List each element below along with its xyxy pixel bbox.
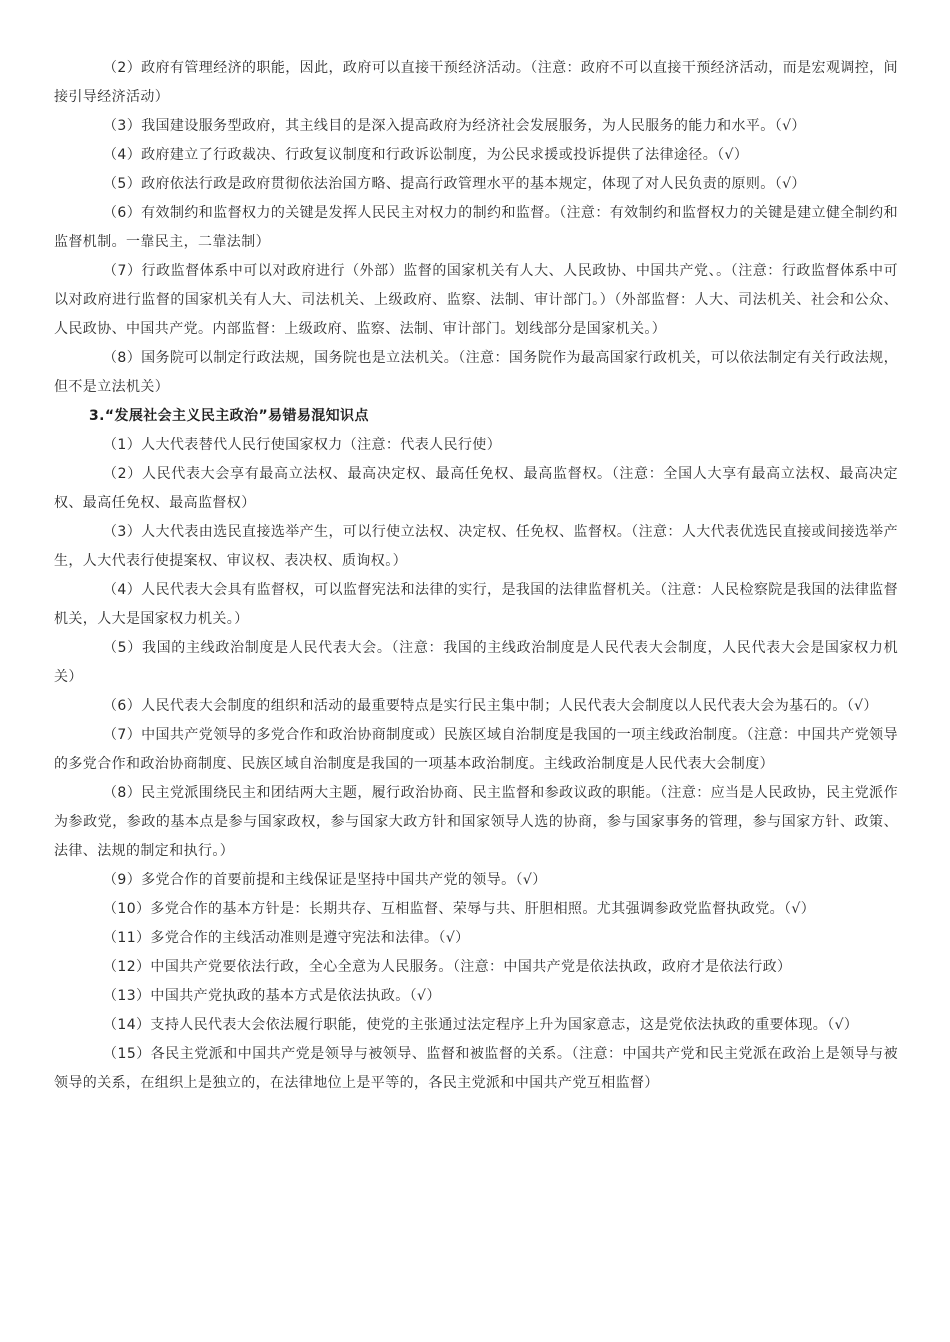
paragraph-3-4: （4）人民代表大会具有监督权，可以监督宪法和法律的实行，是我国的法律监督机关。（注意：人民检察院是我国的法律监督机关，人大是国家权力机关。） [54,582,898,627]
paragraph-2-8: （8）国务院可以制定行政法规，国务院也是立法机关。（注意：国务院作为最高国家行政机关，可以依法制定有关行政法规，但不是立法机关） [54,350,898,395]
paragraph-3-12: （12）中国共产党要依法行政，全心全意为人民服务。（注意：中国共产党是依法执政，政府才是依法行政） [103,959,792,975]
paragraph-3-10: （10）多党合作的基本方针是：长期共存、互相监督、荣辱与共、肝胆相照。尤其强调参政党监督执政党。（√） [103,901,816,917]
paragraph-2-2: （2）政府有管理经济的职能，因此，政府可以直接干预经济活动。（注意：政府不可以直接干预经济活动，而是宏观调控，间接引导经济活动） [54,60,898,105]
paragraph-3-15: （15）各民主党派和中国共产党是领导与被领导、监督和被监督的关系。（注意：中国共产党和民主党派在政治上是领导与被领导的关系，在组织上是独立的，在法律地位上是平等的，各民主党派和中国共产党互相监督） [54,1046,898,1091]
paragraph-3-1: （1）人大代表替代人民行使国家权力（注意：代表人民行使） [103,437,502,453]
paragraph-2-3: （3）我国建设服务型政府，其主线目的是深入提高政府为经济社会发展服务，为人民服务的能力和水平。（√） [103,118,806,134]
paragraph-3-6: （6）人民代表大会制度的组织和活动的最重要特点是实行民主集中制；人民代表大会制度以人民代表大会为基石的。（√） [103,698,878,714]
paragraph-2-4: （4）政府建立了行政裁决、行政复议制度和行政诉讼制度，为公民求援或投诉提供了法律途径。（√） [103,147,749,163]
paragraph-2-5: （5）政府依法行政是政府贯彻依法治国方略、提高行政管理水平的基本规定，体现了对人民负责的原则。（√） [103,176,806,192]
paragraph-3-9: （9）多党合作的首要前提和主线保证是坚持中国共产党的领导。（√） [103,872,547,888]
paragraph-3-11: （11）多党合作的主线活动准则是遵守宪法和法律。（√） [103,930,470,946]
section-heading-3: 3.“发展社会主义民主政治”易错易混知识点 [89,408,369,424]
paragraph-3-5: （5）我国的主线政治制度是人民代表大会。（注意：我国的主线政治制度是人民代表大会制度，人民代表大会是国家权力机关） [54,640,898,685]
paragraph-3-13: （13）中国共产党执政的基本方式是依法执政。（√） [103,988,441,1004]
paragraph-3-8: （8）民主党派围绕民主和团结两大主题，履行政治协商、民主监督和参政议政的职能。（注意：应当是人民政协，民主党派作为参政党，参政的基本点是参与国家政权，参与国家大政方针和国家领导人选的协商，参与国家事务的管理，参与国家方针、政策、法律、法规的制定和执行。） [54,785,898,859]
paragraph-2-6: （6）有效制约和监督权力的关键是发挥人民民主对权力的制约和监督。（注意：有效制约和监督权力的关键是建立健全制约和监督机制。一靠民主，二靠法制） [54,205,898,250]
paragraph-2-7: （7）行政监督体系中可以对政府进行（外部）监督的国家机关有人大、人民政协、中国共产党、。（注意：行政监督体系中可以对政府进行监督的国家机关有人大、司法机关、上级政府、监察、法制、审计部门。）（外部监督：人大、司法机关、社会和公众、人民政协、中国共产党。内部监督：上级政府、监察、法制、审计部门。划线部分是国家机关。） [54,263,898,337]
paragraph-3-2: （2）人民代表大会享有最高立法权、最高决定权、最高任免权、最高监督权。（注意：全国人大享有最高立法权、最高决定权、最高任免权、最高监督权） [54,466,898,511]
paragraph-3-7: （7）中国共产党领导的多党合作和政治协商制度或）民族区域自治制度是我国的一项主线政治制度。（注意：中国共产党领导的多党合作和政治协商制度、民族区域自治制度是我国的一项基本政治制度。主线政治制度是人民代表大会制度） [54,727,898,772]
paragraph-3-14: （14）支持人民代表大会依法履行职能，使党的主张通过法定程序上升为国家意志，这是党依法执政的重要体现。（√） [103,1017,859,1033]
paragraph-3-3: （3）人大代表由选民直接选举产生，可以行使立法权、决定权、任免权、监督权。（注意：人大代表优选民直接或间接选举产生，人大代表行使提案权、审议权、表决权、质询权。） [54,524,898,569]
